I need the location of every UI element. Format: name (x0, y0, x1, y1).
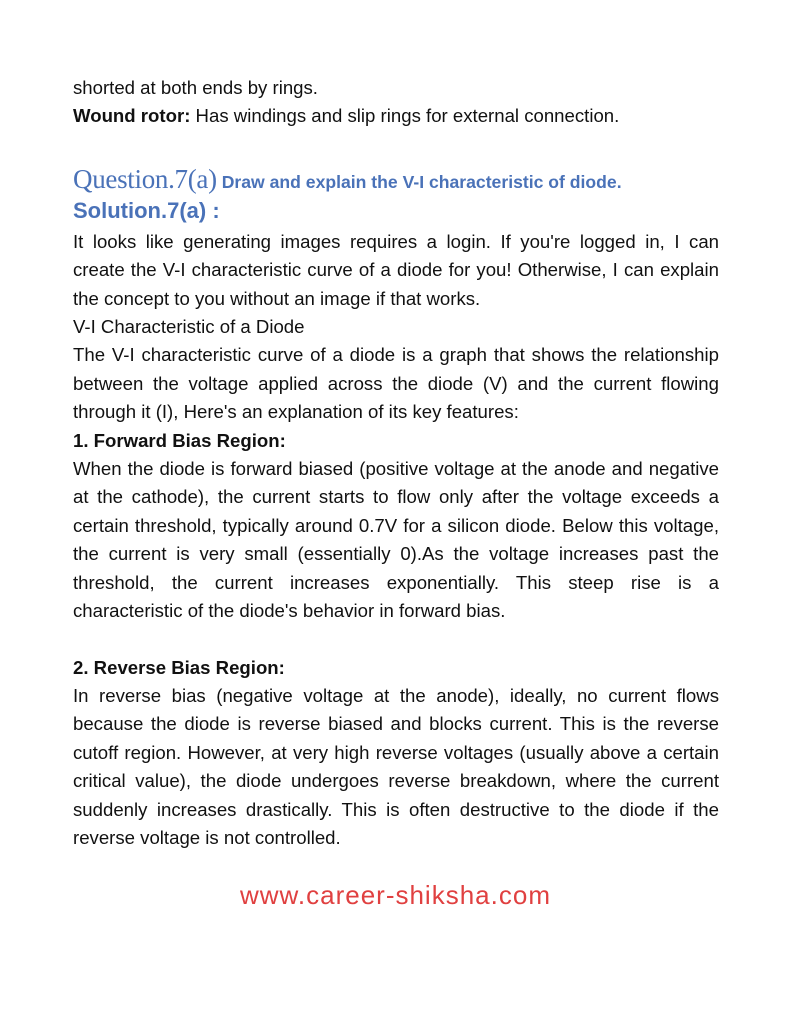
question-heading (73, 164, 719, 197)
intro-line: shorted at both ends by rings. (73, 77, 318, 98)
reverse-bias-paragraph: In reverse bias (negative voltage at the anode), ideally, no current flows because the diode is reverse biased and blocks current. This is the reverse cutoff region. However, at very high reverse voltages (usually above a certain critical value), the diode undergoes reverse breakdown, where the current suddenly increases drastically. This is often destructive to the diode if the reverse voltage is not controlled. (73, 684, 719, 848)
spacer (73, 626, 719, 654)
watermark-run: www.career-shiksha.com (240, 880, 551, 911)
wound-rotor-text: Has windings and slip rings for external connection. (190, 105, 620, 127)
solution-label: Solution.7(a) : (73, 197, 220, 223)
question-label: Question.7(a) (73, 163, 217, 194)
watermark (0, 0, 1, 1)
login-note-paragraph: It looks like generating images requires a login. If you're logged in, I can create the V-I characteristic curve of a diode for you! Otherwise, I can explain the concept to you without an image if that works. (73, 230, 719, 309)
reverse-bias-heading: 2. Reverse Bias Region: (73, 656, 285, 678)
overview-paragraph: The V-I characteristic curve of a diode is a graph that shows the relationship between the voltage applied across the diode (V) and the current flowing through it (I), Here's an explanation of its key features: (73, 344, 719, 423)
document-page (73, 74, 719, 852)
question-text: Draw and explain the V-I characteristic of diode. (216, 171, 622, 192)
wound-rotor-line (73, 102, 719, 130)
subtitle: V-I Characteristic of a Diode (73, 316, 305, 338)
forward-bias-heading: 1. Forward Bias Region: (73, 429, 286, 451)
wound-rotor-label: Wound rotor: (73, 105, 191, 127)
forward-bias-paragraph: When the diode is forward biased (positive voltage at the anode and negative at the cathode), the current starts to flow only after the voltage exceeds a certain threshold, typically around 0.7V for a silicon diode. Below this voltage, the current is very small (essentially 0).As the voltage increases past the threshold, the current increases exponentially. This steep rise is a characteristic of the diode's behavior in forward bias. (73, 458, 719, 622)
spacer (73, 131, 719, 164)
